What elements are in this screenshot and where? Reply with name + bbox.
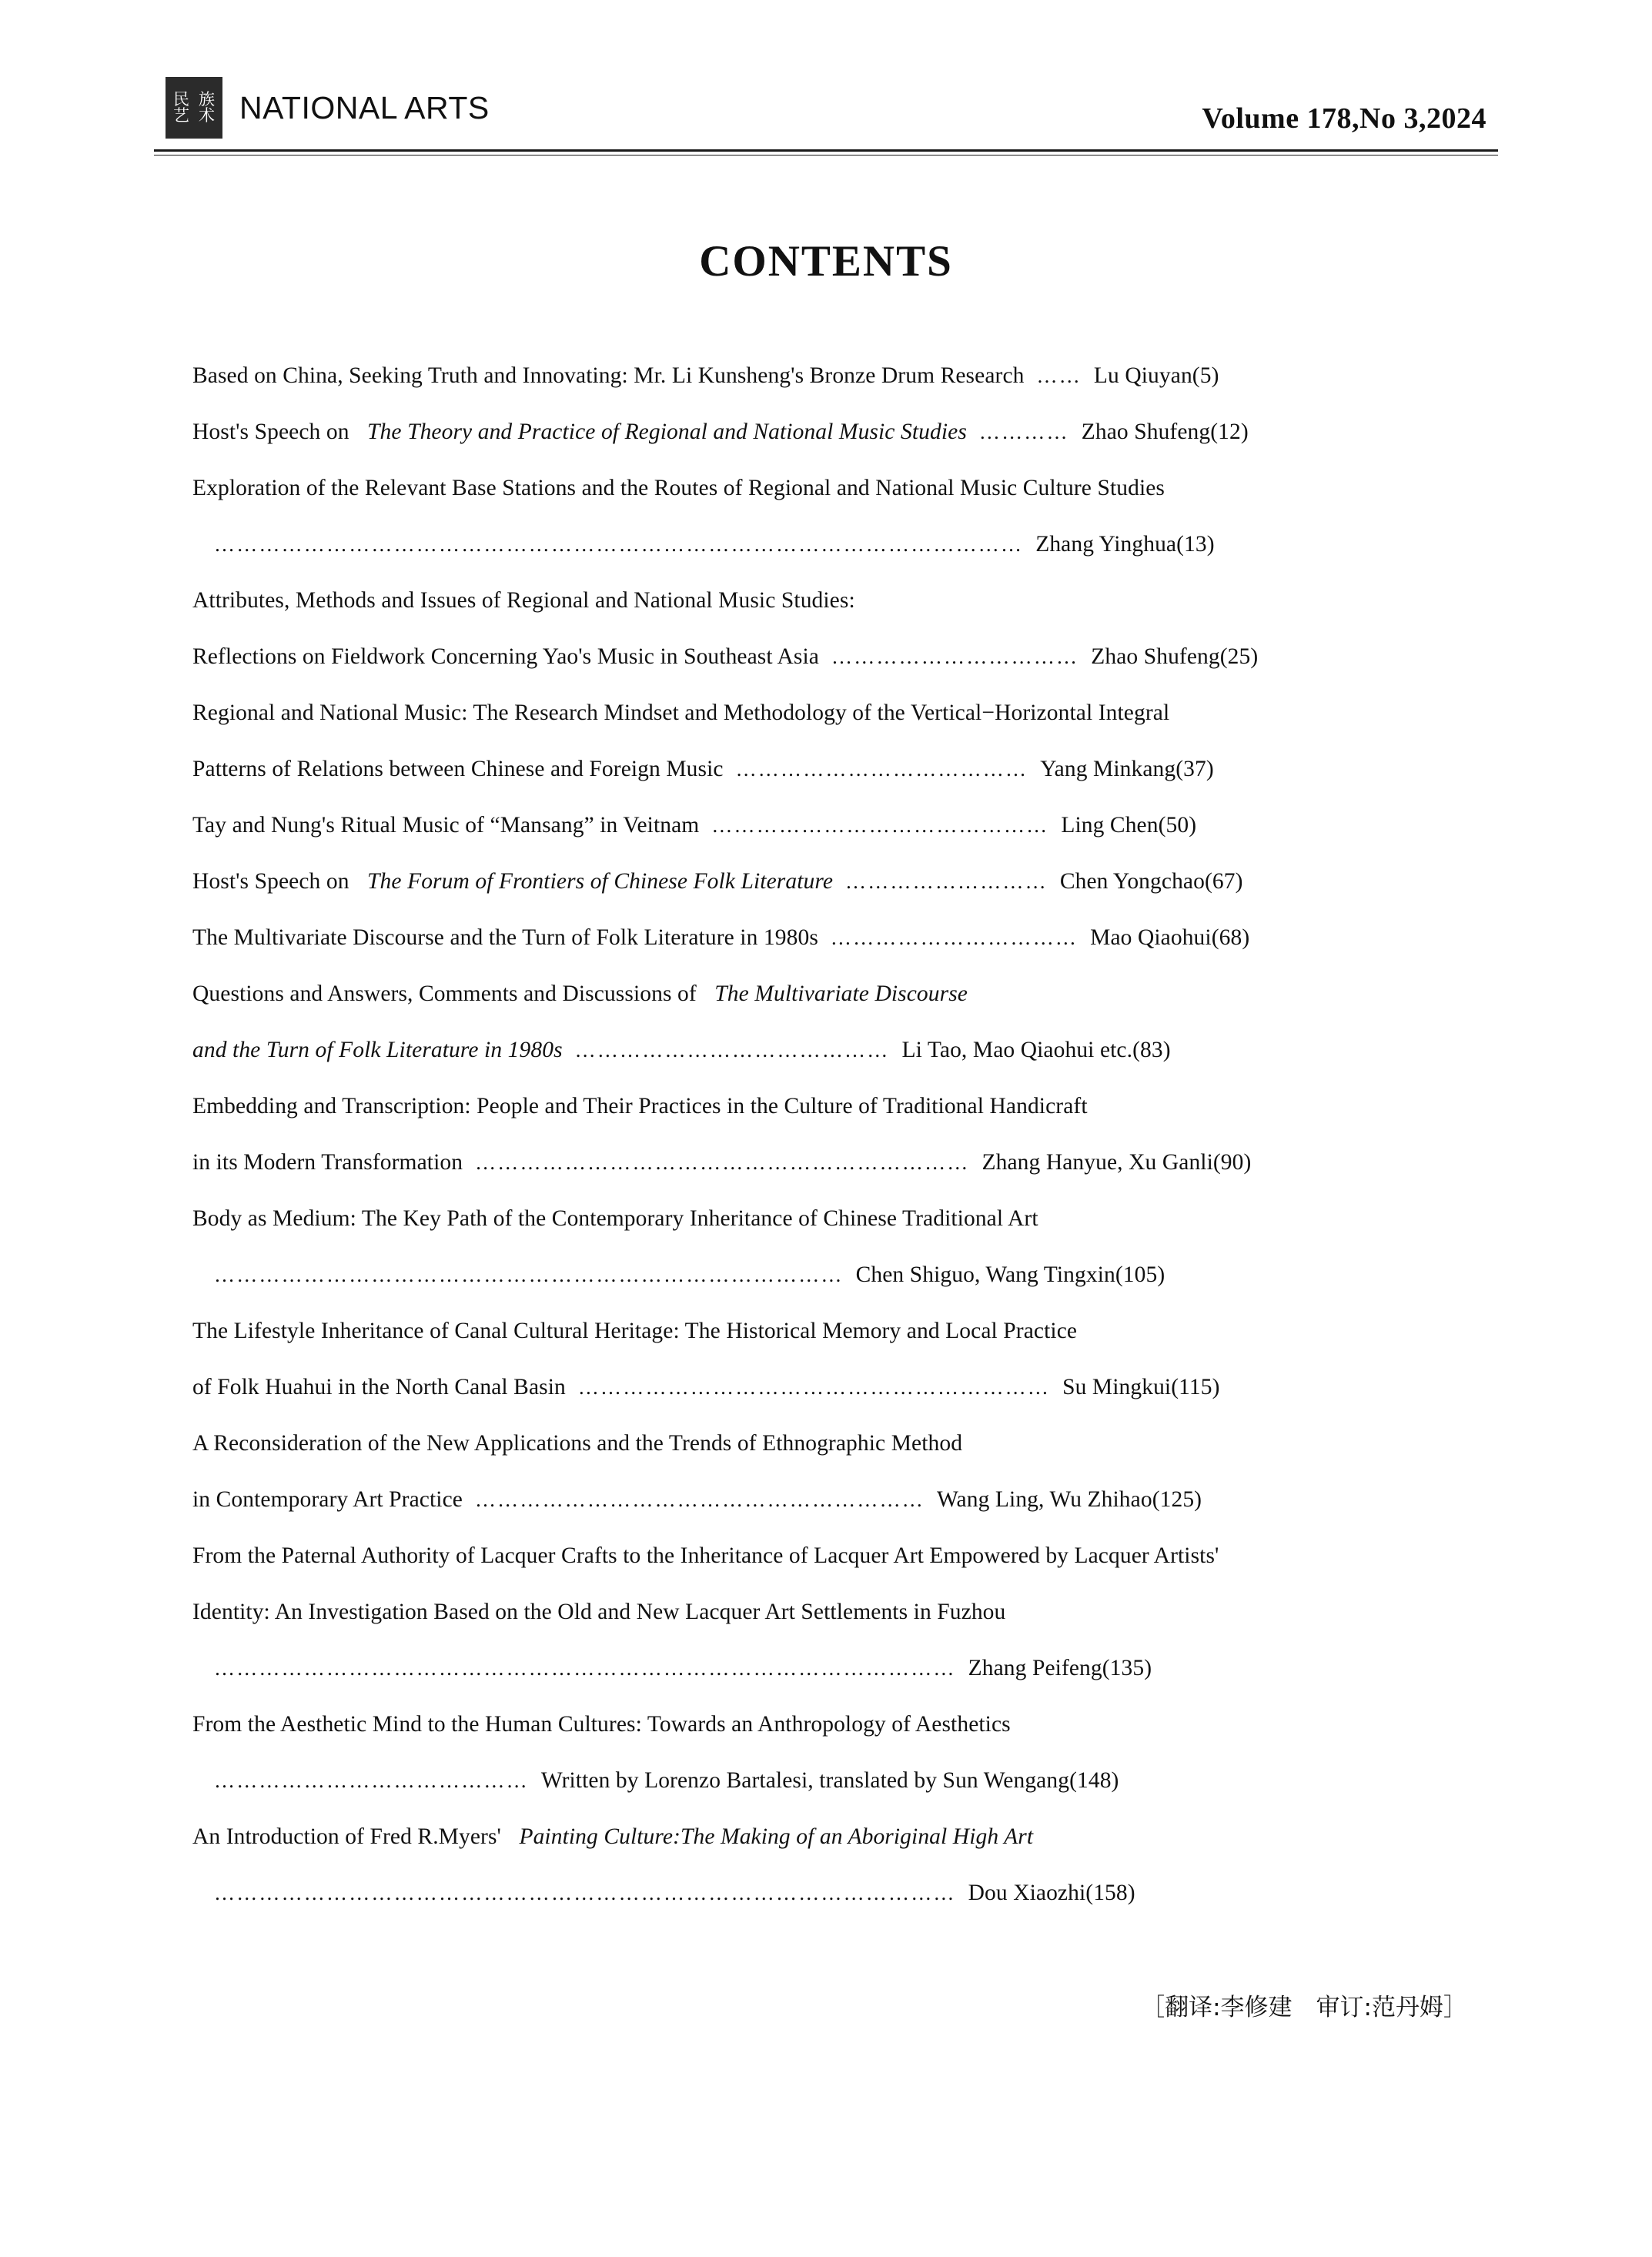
toc-entry-line[interactable] [192,1191,1476,1247]
toc-author-page: Zhang Hanyue, Xu Ganli(90) [982,1150,1252,1175]
toc-author-page: Zhao Shufeng(25) [1091,644,1259,669]
header-rule-thick [154,149,1498,152]
toc-entry-line[interactable] [192,348,1476,404]
table-of-contents [154,348,1498,1921]
toc-author-page: Chen Yongchao(67) [1059,869,1243,894]
toc-title-italic: Painting Culture:The Making of an Aboriginal High Art [519,1824,1034,1849]
toc-leader-dots: ………… [978,420,1069,443]
seal-char-1: 民 [173,90,189,109]
seal-char-2: 族 [199,90,215,109]
toc-title-text: Tay and Nung's Ritual Music of “Mansang” in Veitnam [192,813,700,838]
toc-title-text: From the Paternal Authority of Lacquer Crafts to the Inheritance of Lacquer Art Empowered by Lacquer Artists' [192,1543,1219,1568]
toc-author-page: Written by Lorenzo Bartalesi, translated by Sun Wengang(148) [540,1768,1119,1793]
toc-entry-line[interactable] [192,517,1476,573]
toc-author-page: Yang Minkang(37) [1040,757,1214,781]
toc-entry-line[interactable] [192,741,1476,797]
toc-author-page: Zhao Shufeng(12) [1081,420,1249,444]
toc-entry-line[interactable] [192,1135,1476,1191]
toc-leader-dots: ………………………………………………………… [475,1151,970,1174]
toc-title-text: An Introduction of Fred R.Myers' [192,1824,507,1849]
toc-title-text: Based on China, Seeking Truth and Innovating: Mr. Li Kunsheng's Bronze Drum Research [192,363,1025,388]
toc-entry-line[interactable] [192,404,1476,460]
toc-entry-line[interactable] [192,573,1476,629]
toc-author-page: Mao Qiaohui(68) [1090,925,1250,950]
toc-leader-dots: …………………………………… [214,1769,529,1792]
toc-entry-line[interactable] [192,1809,1476,1865]
toc-author-page: Li Tao, Mao Qiaohui etc.(83) [901,1038,1171,1062]
toc-title-text: Embedding and Transcription: People and Their Practices in the Culture of Traditional Handicraft [192,1094,1088,1118]
toc-title-text: Questions and Answers, Comments and Discussions of [192,981,703,1006]
toc-title-text: Attributes, Methods and Issues of Regional and National Music Studies: [192,588,855,613]
toc-entry-line[interactable] [192,460,1476,517]
toc-leader-dots: …………………………………………………… [474,1488,925,1511]
toc-title-text: Identity: An Investigation Based on the Old and New Lacquer Art Settlements in Fuzhou [192,1600,1006,1624]
translation-credit: ［翻译:李修建 审订:范丹姆］ [1141,1994,1467,2021]
toc-title-text: Regional and National Music: The Research Mindset and Methodology of the Vertical−Horizontal Integral [192,701,1170,725]
toc-entry-line[interactable] [192,1865,1476,1921]
toc-title-text: in its Modern Transformation [192,1150,463,1175]
journal-seal-icon [166,77,222,139]
toc-author-page: Lu Qiuyan(5) [1093,363,1219,388]
toc-leader-dots: ………………………………… [735,757,1028,781]
toc-author-page: Ling Chen(50) [1061,813,1197,838]
toc-title-text: Host's Speech on [192,420,356,444]
toc-entry-line[interactable] [192,1697,1476,1753]
toc-title-italic: The Theory and Practice of Regional and National Music Studies [367,420,967,444]
masthead-brand [166,77,490,139]
toc-title-text: The Multivariate Discourse and the Turn of Folk Literature in 1980s [192,925,818,950]
toc-entry-line[interactable] [192,1078,1476,1135]
toc-entry-line[interactable] [192,797,1476,854]
toc-leader-dots: ……………………… [845,870,1048,893]
toc-leader-dots: ……………………………………… [711,814,1049,837]
toc-leader-dots: …………………………………… [574,1038,890,1062]
toc-author-page: Wang Ling, Wu Zhihao(125) [936,1487,1202,1512]
toc-title-italic: and the Turn of Folk Literature in 1980s [192,1038,563,1062]
toc-title-text: of Folk Huahui in the North Canal Basin [192,1375,566,1399]
toc-leader-dots: ……………………………………………………… [577,1376,1051,1399]
toc-leader-dots: …………………………… [830,926,1078,949]
toc-entry-line[interactable] [192,1753,1476,1809]
toc-title-text: Host's Speech on [192,869,356,894]
seal-char-3: 艺 [173,106,189,125]
toc-author-page: Zhang Yinghua(13) [1035,532,1215,557]
toc-title-text: The Lifestyle Inheritance of Canal Cultural Heritage: The Historical Memory and Local Practice [192,1319,1078,1343]
toc-leader-dots: ……………………………………………………………………………………… [214,1881,956,1904]
toc-title-text: Reflections on Fieldwork Concerning Yao's Music in Southeast Asia [192,644,820,669]
toc-entry-line[interactable] [192,1640,1476,1697]
toc-entry-line[interactable] [192,629,1476,685]
toc-entry-line[interactable] [192,1247,1476,1303]
toc-entry-line[interactable] [192,1303,1476,1359]
toc-entry-line[interactable] [192,685,1476,741]
toc-author-page: Zhang Peifeng(135) [968,1656,1152,1680]
toc-leader-dots: ……………………………………………………………………………………… [214,1657,956,1680]
toc-entry-line[interactable] [192,1359,1476,1416]
toc-entry-line[interactable] [192,910,1476,966]
masthead [154,0,1498,139]
toc-title-text: Exploration of the Relevant Base Stations and the Routes of Regional and National Music Culture Studies [192,476,1165,500]
toc-author-page: Dou Xiaozhi(158) [968,1881,1135,1905]
toc-entry-line[interactable] [192,1416,1476,1472]
toc-title-text: From the Aesthetic Mind to the Human Cultures: Towards an Anthropology of Aesthetics [192,1712,1011,1737]
toc-author-page: Su Mingkui(115) [1062,1375,1220,1399]
toc-leader-dots: …………………………… [831,645,1079,668]
toc-title-text: Patterns of Relations between Chinese and Foreign Music [192,757,724,781]
toc-title-text: A Reconsideration of the New Applications and the Trends of Ethnographic Method [192,1431,963,1456]
toc-entry-line[interactable] [192,854,1476,910]
toc-title-text: Body as Medium: The Key Path of the Contemporary Inheritance of Chinese Traditional Art [192,1206,1038,1231]
toc-leader-dots: …… [1036,364,1082,387]
toc-entry-line[interactable] [192,1584,1476,1640]
journal-title: NATIONAL ARTS [239,89,490,125]
toc-title-text: in Contemporary Art Practice [192,1487,463,1512]
volume-issue-label: Volume 178,No 3,2024 [1202,102,1486,135]
seal-char-4: 术 [199,106,215,125]
toc-author-page: Chen Shiguo, Wang Tingxin(105) [855,1262,1165,1287]
toc-entry-line[interactable] [192,1528,1476,1584]
page-title: CONTENTS [699,237,953,286]
toc-leader-dots: ………………………………………………………………………… [214,1263,844,1286]
toc-leader-dots: ……………………………………………………………………………………………… [214,533,1024,556]
toc-entry-line[interactable] [192,1472,1476,1528]
toc-title-italic: The Multivariate Discourse [714,981,968,1006]
toc-title-italic: The Forum of Frontiers of Chinese Folk Literature [367,869,834,894]
toc-entry-line[interactable] [192,966,1476,1022]
toc-entry-line[interactable] [192,1022,1476,1078]
